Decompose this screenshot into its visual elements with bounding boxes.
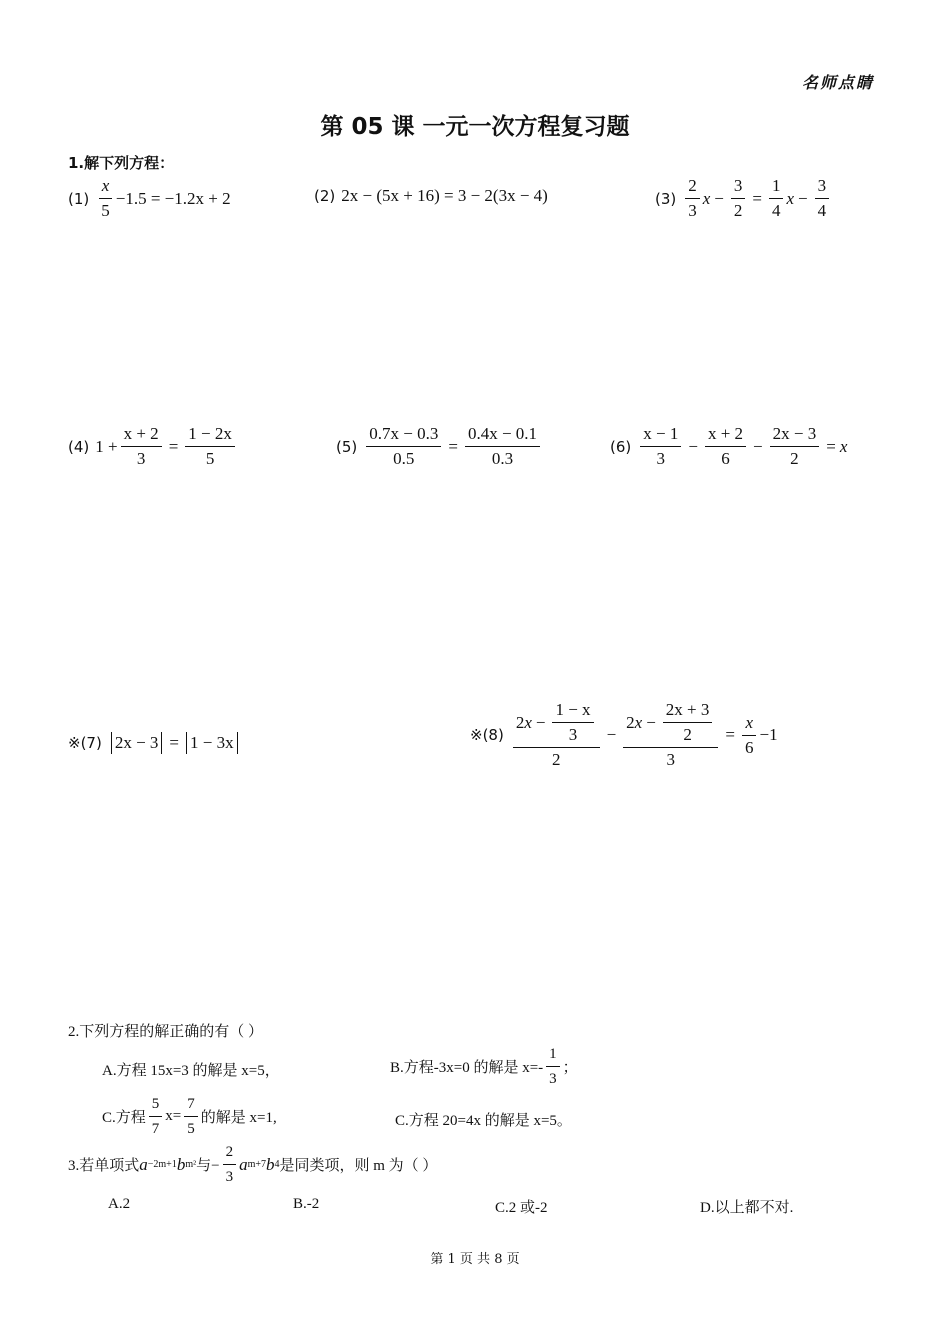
problem-label: ※(7) [68, 734, 102, 752]
fraction: 5 7 [149, 1094, 163, 1139]
q3-option-b: B.-2 [293, 1196, 320, 1212]
problem-5: (5) $\frac{0.7x - 0.3}{0.5}$ = $\frac{0.4x - 0.1}{0.3}$ [336, 424, 543, 469]
expression: −1.5 = −1.2x + 2 [115, 188, 231, 208]
fraction: 2 3 [685, 176, 700, 221]
problem-label: (5) [336, 437, 358, 456]
q3-option-a: A.2 [108, 1196, 131, 1212]
expression: 2x − (5x + 16) = 3 − 2(3x − 4) [341, 186, 548, 205]
q3-option-c: C.2 或-2 [495, 1200, 548, 1216]
fraction: $\frac{0.4x - 0.1}{0.3}$ [465, 424, 540, 469]
page-title: 第 05 课 一元一次方程复习题 [320, 114, 630, 140]
q3-option-d: D.以上都不对. [700, 1200, 794, 1216]
q1-heading: 1.解下列方程： [68, 154, 175, 172]
brand-header: 名师点睛 [801, 73, 874, 92]
fraction: $\frac{0.7x - 0.3}{0.5}$ [366, 424, 441, 469]
q2-question: 2.下列方程的解正确的有（ ） [68, 1024, 264, 1040]
fraction: $\frac{1}{4}$ [769, 176, 784, 221]
q2-option-d: C.方程 20=4x 的解是 x=5。 [395, 1113, 572, 1129]
problem-label: (6) [610, 437, 632, 456]
problem-2 [314, 186, 548, 206]
compound-fraction: 2 x − $\frac{1 - x}{3}$ 2 [513, 700, 600, 770]
fraction: $\frac{2}{3}$ [223, 1142, 237, 1187]
fraction: $\frac{2x - 3}{2}$ [770, 424, 820, 469]
fraction: $\frac{7}{5}$ [184, 1094, 198, 1139]
q2-option-b: B.方程-3x=0 的解是 x=- 1 3 ； [390, 1046, 578, 1087]
fraction: $\frac{x}{6}$ [742, 713, 757, 758]
fraction: $\frac{x + 2}{3}$ [121, 424, 162, 469]
q2-option-c: C.方程 5 7 x= $\frac{7}{5}$ 的解是 x=1, [102, 1096, 277, 1137]
q3-question: 3.若单项式 a −2m+1 b m² 与− $\frac{2}{3}$ a m+7 b 4 是同类项，则 m 为（ ） [68, 1144, 438, 1185]
problem-label: (1) [68, 189, 90, 208]
fraction: $\frac{3}{2}$ [731, 176, 746, 221]
fraction: $\frac{x + 2}{6}$ [705, 424, 746, 469]
q2-option-a: A.方程 15x=3 的解是 x=5， [102, 1063, 280, 1079]
compound-fraction: 2 x − $\frac{2x + 3}{2}$ 3 [623, 700, 718, 770]
problem-7: ※(7) 2x − 3 = 1 − 3x [68, 732, 241, 754]
fraction: 1 3 [546, 1044, 560, 1089]
problem-3: (3) 2 3 x − $\frac{3}{2}$ = $\frac{1}{4}$ x − $\frac{3}{4}$ [655, 176, 832, 221]
fraction: $\frac{1 - x}{3}$ [552, 700, 593, 745]
problem-label: (4) [68, 437, 90, 456]
problem-label: (2) [314, 187, 336, 205]
fraction: x − 1 3 [640, 424, 681, 469]
problem-4: (4) 1 + $\frac{x + 2}{3}$ = $\frac{1 - 2x}{5}$ [68, 424, 238, 469]
problem-6: (6) x − 1 3 − $\frac{x + 2}{6}$ − $\frac{2x - 3}{2}$ = x [610, 424, 848, 468]
problem-1 [68, 176, 231, 221]
fraction: $\frac{2x + 3}{2}$ [663, 700, 713, 745]
fraction: x 5 [98, 176, 113, 221]
problem-label: ※(8) [470, 726, 504, 744]
problem-8: ※(8) 2 x − $\frac{1 - x}{3}$ 2 − 2 x − $\frac{2x + 3}{2}$ 3 = $\frac{x}{6}$ −1 [470, 700, 778, 769]
page-footer: 第 1 页 共 8 页 [430, 1252, 520, 1267]
fraction: $\frac{3}{4}$ [815, 176, 830, 221]
problem-label: (3) [655, 189, 677, 208]
fraction: $\frac{1 - 2x}{5}$ [185, 424, 235, 469]
